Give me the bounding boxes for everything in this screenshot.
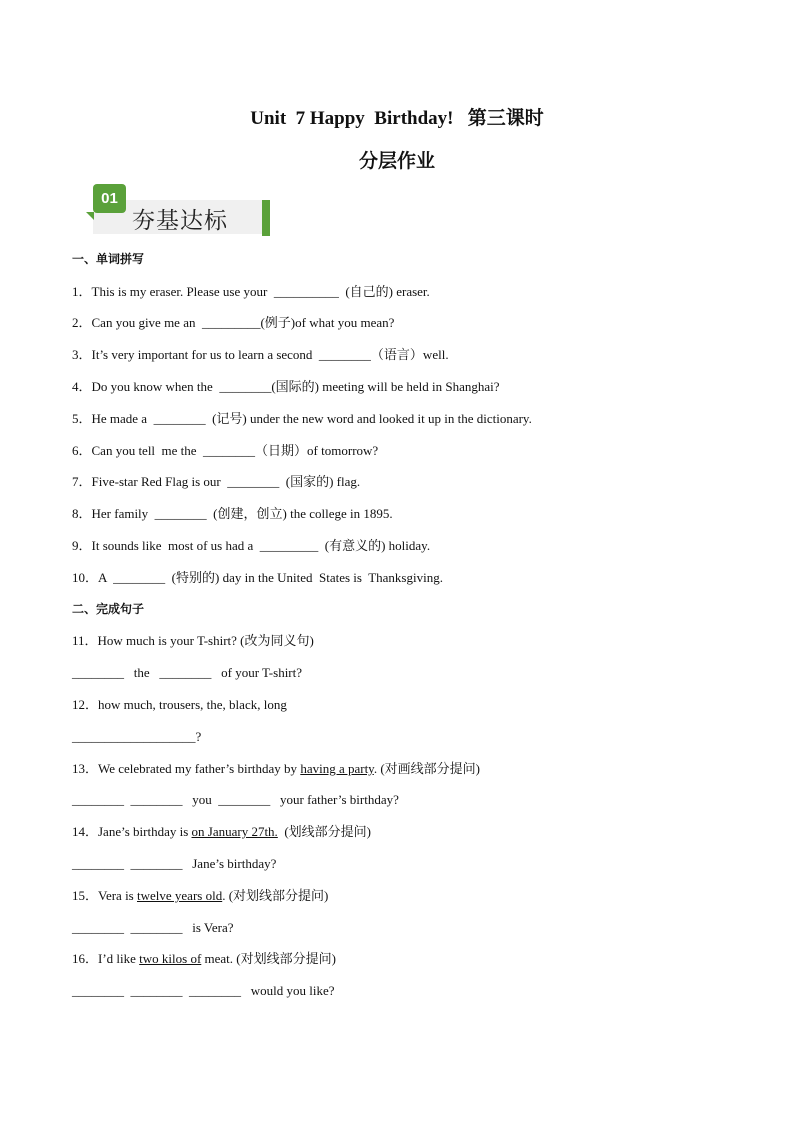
badge-number: 01: [93, 184, 126, 213]
question-13-before: 13．We celebrated my father’s birthday by: [72, 761, 301, 776]
question-4: 4．Do you know when the ________(国际的) meeting will be held in Shanghai?: [72, 379, 500, 394]
question-13-after: . (对画线部分提问): [373, 761, 481, 776]
question-5: 5．He made a ________ (记号) under the new word and looked it up in the dictionary.: [72, 411, 532, 426]
answer-line-16: ________ ________ ________ would you like?: [72, 983, 335, 998]
badge-accent-bar: [262, 200, 270, 236]
question-16-before: 16．I’d like: [72, 951, 140, 966]
question-13-underlined: having a party: [300, 761, 374, 776]
answer-line-12: ___________________?: [72, 729, 202, 744]
question-14-after: (划线部分提问): [277, 824, 371, 839]
question-14-underlined: on January 27th.: [191, 824, 278, 839]
section-heading-spelling: 一、单词拼写: [72, 252, 145, 266]
answer-line-11: ________ the ________ of your T-shirt?: [72, 665, 303, 680]
section-heading-sentences: 二、完成句子: [72, 602, 145, 616]
question-9: 9．It sounds like most of us had a _________ (有意义的) holiday.: [72, 538, 431, 553]
question-16: [72, 951, 336, 967]
badge-tail: [86, 212, 94, 220]
badge-label: 夯基达标: [132, 208, 228, 234]
question-10: 10．A ________ (特别的) day in the United States is Thanksgiving.: [72, 570, 443, 585]
question-2: 2．Can you give me an _________(例子)of what you mean?: [72, 315, 395, 330]
answer-line-14: ________ ________ Jane’s birthday?: [72, 856, 277, 871]
question-11: 11．How much is your T-shirt? (改为同义句): [72, 633, 314, 648]
section-badge: [86, 184, 272, 236]
question-7: 7．Five-star Red Flag is our ________ (国家的) flag.: [72, 474, 361, 489]
question-1: 1．This is my eraser. Please use your __________ (自己的) eraser.: [72, 284, 430, 299]
question-15-before: 15．Vera is: [72, 888, 137, 903]
page-title: Unit 7 Happy Birthday! 第三课时: [250, 108, 544, 129]
question-13: [72, 761, 480, 777]
question-14-before: 14．Jane’s birthday is: [72, 824, 192, 839]
question-8: 8．Her family ________ (创建，创立) the college in 1895.: [72, 506, 393, 521]
answer-line-13: ________ ________ you ________ your father’s birthday?: [72, 792, 399, 807]
question-15-underlined: twelve years old: [137, 888, 223, 903]
question-6: 6．Can you tell me the ________（日期）of tomorrow?: [72, 443, 379, 458]
question-16-underlined: two kilos of: [139, 951, 202, 966]
question-15-after: . (对划线部分提问): [222, 888, 329, 903]
page-subtitle: 分层作业: [358, 151, 435, 172]
question-3: 3．It’s very important for us to learn a second ________（语言）well.: [72, 347, 449, 362]
question-16-after: meat. (对划线部分提问): [201, 951, 336, 966]
question-12: 12．how much, trousers, the, black, long: [72, 697, 287, 712]
answer-line-15: ________ ________ is Vera?: [72, 920, 234, 935]
question-15: [72, 888, 328, 904]
question-14: [72, 824, 371, 840]
